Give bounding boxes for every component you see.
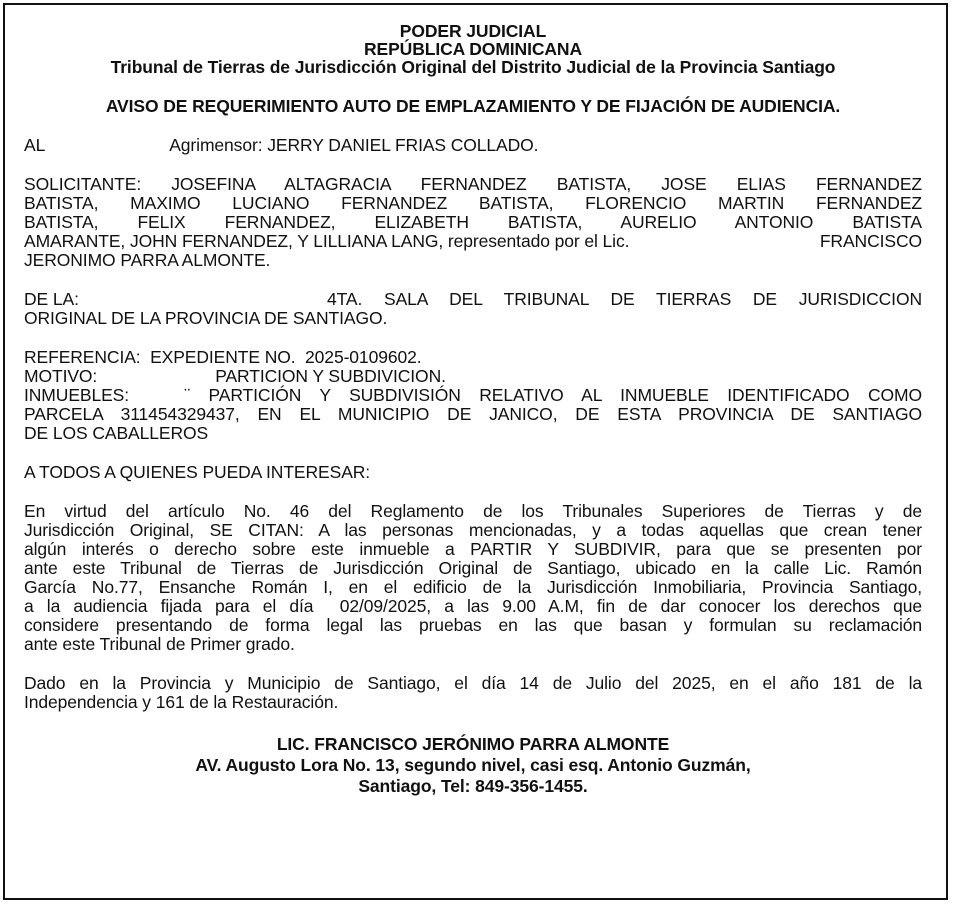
- motivo-label: MOTIVO:: [24, 366, 98, 386]
- solicitante-line: JERONIMO PARRA ALMONTE.: [24, 250, 271, 270]
- de-la-value: 4TA. SALA DEL TRIBUNAL DE TIERRAS DE JURISDICCION: [327, 289, 922, 309]
- header-poder-judicial: PODER JUDICIAL: [399, 21, 547, 41]
- dado-line: Dado en la Provincia y Municipio de Santiago, el día 14 de Julio del 2025, en el año 181 de la: [24, 673, 922, 693]
- motivo-row: [24, 367, 922, 386]
- body-line: ante este Tribunal de Tierras de Jurisdicción Original de Santiago, ubicado en la calle Lic. Ramón: [24, 558, 922, 578]
- dado-line: Independencia y 161 de la Restauración.: [24, 692, 339, 712]
- inmuebles-line: PARCELA 311454329437, EN EL MUNICIPIO DE JANICO, DE ESTA PROVINCIA DE SANTIAGO: [24, 404, 922, 424]
- solicitante-text: AMARANTE, JOHN FERNANDEZ, Y LILLIANA LANG, representado por el Lic.: [24, 231, 630, 251]
- solicitante-line: BATISTA, FELIX FERNANDEZ, ELIZABETH BATISTA, AURELIO ANTONIO BATISTA: [24, 212, 922, 232]
- de-la-block: [24, 290, 922, 328]
- body-line: algún interés o derecho sobre este inmueble a PARTIR Y SUBDIVIR, para que se presenten por: [24, 539, 922, 559]
- body-paragraph: [24, 502, 922, 654]
- signature-address: AV. Augusto Lora No. 13, segundo nivel, casi esq. Antonio Guzmán,: [195, 755, 751, 775]
- solicitante-line: BATISTA, MAXIMO LUCIANO FERNANDEZ BATISTA, FLORENCIO MARTIN FERNANDEZ: [24, 193, 922, 213]
- de-la-label: DE LA:: [24, 289, 79, 309]
- body-line: En virtud del artículo No. 46 del Reglamento de los Tribunales Superiores de Tierras y de: [24, 501, 922, 521]
- body-line: Jurisdicción Original, SE CITAN: A las personas mencionadas, y a todas aquellas que crean tener: [24, 520, 922, 540]
- a-todos: A TODOS A QUIENES PUEDA INTERESAR:: [24, 462, 371, 482]
- header-republica: REPÚBLICA DOMINICANA: [363, 39, 583, 59]
- header-tribunal: Tribunal de Tierras de Jurisdicción Original del Distrito Judicial de la Provincia Santiago: [110, 57, 836, 77]
- signature-block: [24, 734, 922, 797]
- dado-paragraph: [24, 674, 922, 712]
- referencia-line: REFERENCIA: EXPEDIENTE NO. 2025-0109602.: [24, 347, 422, 367]
- inmuebles-line: INMUEBLES: ¨ PARTICIÓN Y SUBDIVISIÓN RELATIVO AL INMUEBLE IDENTIFICADO COMO: [24, 385, 922, 405]
- de-la-row: [24, 290, 922, 309]
- solicitante-line: [24, 232, 922, 251]
- motivo-value: PARTICION Y SUBDIVICION.: [215, 366, 446, 386]
- body-line: García No.77, Ensanche Román I, en el edificio de la Jurisdicción Inmobiliaria, Provincia Santiago,: [24, 577, 922, 597]
- al-label: AL: [24, 135, 46, 155]
- body-line: considere presentando de forma legal las pruebas en las que basan y formulan su reclamación: [24, 615, 922, 635]
- al-row: [24, 136, 922, 155]
- notice-title: AVISO DE REQUERIMIENTO AUTO DE EMPLAZAMIENTO Y DE FIJACIÓN DE AUDIENCIA.: [105, 96, 841, 116]
- solicitante-line: SOLICITANTE: JOSEFINA ALTAGRACIA FERNANDEZ BATISTA, JOSE ELIAS FERNANDEZ: [24, 174, 922, 194]
- legal-notice: [24, 22, 922, 797]
- reference-block: [24, 348, 922, 443]
- al-value: Agrimensor: JERRY DANIEL FRIAS COLLADO.: [169, 135, 539, 155]
- inmuebles-line: DE LOS CABALLEROS: [24, 423, 209, 443]
- signature-city-tel: Santiago, Tel: 849-356-1455.: [358, 776, 588, 796]
- solicitante-text: FRANCISCO: [819, 231, 922, 251]
- signature-name: LIC. FRANCISCO JERÓNIMO PARRA ALMONTE: [276, 734, 670, 754]
- de-la-line: ORIGINAL DE LA PROVINCIA DE SANTIAGO.: [24, 308, 388, 328]
- solicitante-block: [24, 175, 922, 270]
- body-line: ante este Tribunal de Primer grado.: [24, 634, 295, 654]
- body-line: a la audiencia fijada para el día 02/09/2025, a las 9.00 A.M, fin de dar conocer los derechos que: [24, 596, 922, 616]
